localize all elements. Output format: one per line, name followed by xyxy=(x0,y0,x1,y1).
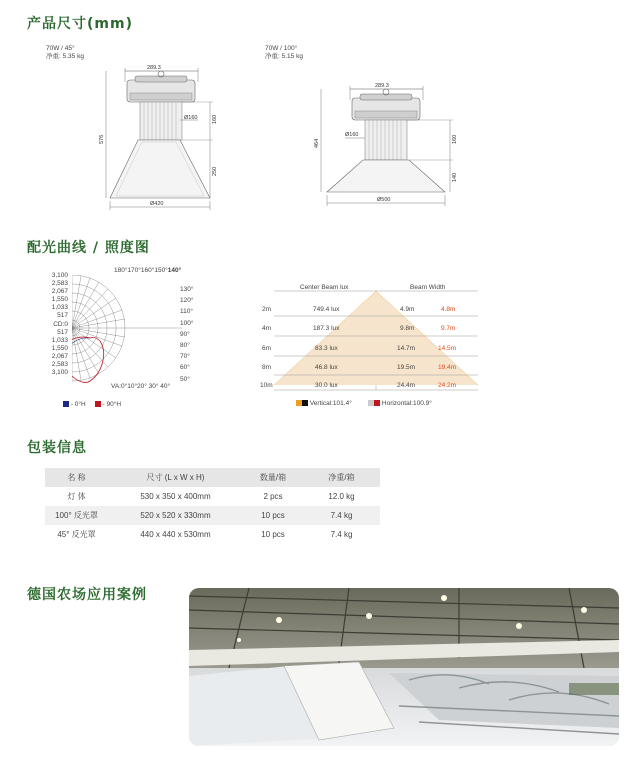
packing-table xyxy=(45,468,380,544)
beam-row-lux: 46.8 lux xyxy=(315,364,338,371)
product-a-power: 70W / 45° xyxy=(46,45,75,52)
b-hood-dia: Ø160 xyxy=(345,132,359,138)
beam-row-lux: 83.3 lux xyxy=(315,345,338,352)
a-top-width: 289.3 xyxy=(147,65,161,71)
beam-chart xyxy=(260,282,480,394)
beam-row-w1: 14.7m xyxy=(397,345,416,352)
legend-0h-swatch xyxy=(63,401,69,407)
light-curve-title: 配光曲线 / 照度图 xyxy=(27,240,150,256)
packing-title: 包装信息 xyxy=(27,440,87,456)
b-bottom-dia: Ø500 xyxy=(377,197,391,203)
table-row xyxy=(45,487,380,506)
polar-legend xyxy=(63,401,121,408)
cell-name: 灯 体 xyxy=(45,487,108,506)
table-row xyxy=(45,525,380,544)
b-top-width: 289.3 xyxy=(375,83,389,89)
polar-top-axis: 180°170°160°150°140° xyxy=(114,267,182,274)
col-qty: 数量/箱 xyxy=(243,468,303,487)
beam-row-lux: 30.0 lux xyxy=(315,382,338,389)
cell-qty: 2 pcs xyxy=(243,487,303,506)
beam-row-w2: 24.2m xyxy=(438,382,457,389)
beam-row-w2: 4.8m xyxy=(441,306,456,313)
cell-qty: 10 pcs xyxy=(243,506,303,525)
beam-row-w2: 9.7m xyxy=(441,325,456,332)
vertical-swatch-black xyxy=(302,400,308,406)
legend-vertical-label: Vertical:101.4° xyxy=(309,400,352,407)
beam-header-left: Center Beam lux xyxy=(300,284,349,291)
beam-row-w2: 19.4m xyxy=(438,364,457,371)
a-lower: 250 xyxy=(212,166,218,176)
a-height: 576 xyxy=(99,134,105,144)
case-title: 德国农场应用案例 xyxy=(27,587,147,603)
table-header-row xyxy=(45,468,380,487)
cell-weight: 7.4 kg xyxy=(303,506,380,525)
beam-row-distance: 8m xyxy=(262,364,272,371)
product-a-drawing xyxy=(80,58,230,218)
beam-row-w1: 4.9m xyxy=(400,306,415,313)
beam-row-w1: 9.8m xyxy=(400,325,415,332)
cell-name: 45° 反光罩 xyxy=(45,525,108,544)
b-height: 464 xyxy=(314,138,320,148)
product-b-drawing xyxy=(305,76,470,212)
col-weight: 净重/箱 xyxy=(303,468,380,487)
cell-weight: 12.0 kg xyxy=(303,487,380,506)
beam-row-distance: 6m xyxy=(262,345,272,352)
legend-90h-swatch xyxy=(95,401,101,407)
horizontal-swatch-red xyxy=(374,400,380,406)
polar-bottom-axis: VA:0°10°20° 30° 40° xyxy=(111,383,171,390)
table-row xyxy=(45,506,380,525)
beam-row-distance: 10m xyxy=(260,382,273,389)
a-mid: 160 xyxy=(212,114,218,124)
polar-chart xyxy=(36,267,186,402)
product-b-weight: 净重: 5.15 kg xyxy=(265,53,303,60)
beam-row-lux: 749.4 lux xyxy=(313,306,340,313)
cell-size: 440 x 440 x 530mm xyxy=(108,525,243,544)
cell-name: 100° 反光罩 xyxy=(45,506,108,525)
a-hood-dia: Ø160 xyxy=(184,115,198,121)
beam-row-w2: 14.5m xyxy=(438,345,457,352)
col-name: 名 称 xyxy=(45,468,108,487)
legend-90h-label: - 90°H xyxy=(102,401,122,408)
beam-row-distance: 4m xyxy=(262,325,272,332)
b-lower: 140 xyxy=(452,172,458,182)
a-bottom-dia: Ø420 xyxy=(150,201,164,207)
product-b-spec xyxy=(265,45,303,61)
beam-row-w1: 19.5m xyxy=(397,364,416,371)
legend-horizontal-label: Horizontal:100.9° xyxy=(381,400,432,407)
product-a-weight: 净重: 5.35 kg xyxy=(46,53,84,60)
beam-row-lux: 187.3 lux xyxy=(313,325,340,332)
beam-legend xyxy=(296,400,432,407)
col-size: 尺寸 (L x W x H) xyxy=(108,468,243,487)
polar-angle-labels: 130° 120° 110° 100° 90° 80° 70° 60° 50° xyxy=(180,286,194,383)
dimensions-title: 产品尺寸(mm) xyxy=(27,16,133,32)
legend-0h-label: - 0°H xyxy=(70,401,86,408)
cell-qty: 10 pcs xyxy=(243,525,303,544)
beam-header-right: Beam Width xyxy=(410,284,446,291)
beam-row-distance: 2m xyxy=(262,306,272,313)
polar-left-axis: 3,100 2,583 2,067 1,550 1,033 517 CD:0 517 1,033 1,550 2,067 2,583 3,100 xyxy=(51,272,68,377)
b-mid: 160 xyxy=(452,134,458,144)
cell-weight: 7.4 kg xyxy=(303,525,380,544)
cell-size: 520 x 520 x 330mm xyxy=(108,506,243,525)
product-a-spec xyxy=(46,45,84,61)
product-b-power: 70W / 100° xyxy=(265,45,298,52)
farm-application-photo xyxy=(189,588,619,746)
cell-size: 530 x 350 x 400mm xyxy=(108,487,243,506)
beam-row-w1: 24.4m xyxy=(397,382,416,389)
